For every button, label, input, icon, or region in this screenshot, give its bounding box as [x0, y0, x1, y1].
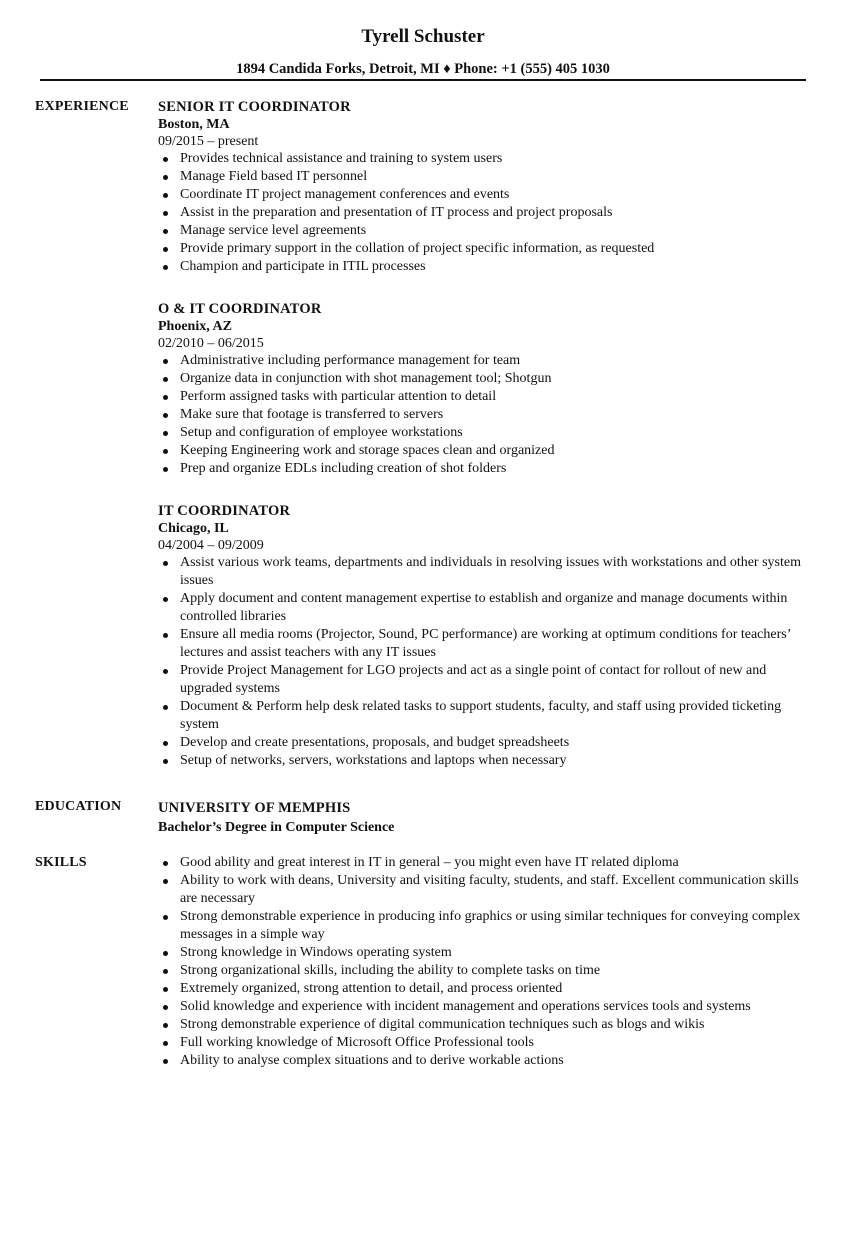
- job-location: Boston, MA: [158, 117, 230, 132]
- bullet-text: Keeping Engineering work and storage spaces clean and organized: [180, 443, 555, 458]
- bullet-text: Setup of networks, servers, workstations and laptops when necessary: [180, 753, 567, 768]
- bullet-item: [158, 460, 808, 478]
- bullet-icon: [163, 915, 168, 920]
- bullet-text: Apply document and content management expertise to establish and organize and manage documents within controlled libraries: [180, 591, 788, 624]
- skill-text: Ability to analyse complex situations and to derive workable actions: [180, 1053, 564, 1068]
- bullet-icon: [163, 741, 168, 746]
- bullet-item: [158, 168, 808, 186]
- bullet-text: Administrative including performance management for team: [180, 353, 521, 368]
- bullet-icon: [163, 175, 168, 180]
- skill-text: Strong demonstrable experience of digital communication techniques such as blogs and wikis: [180, 1017, 705, 1032]
- bullet-item: [158, 388, 808, 406]
- bullet-icon: [163, 431, 168, 436]
- bullet-item: [158, 406, 808, 424]
- bullet-item: [158, 752, 808, 770]
- header-divider: [40, 79, 806, 81]
- bullet-icon: [163, 449, 168, 454]
- skill-item: [158, 908, 808, 944]
- education-body: [158, 798, 808, 837]
- bullet-icon: [163, 413, 168, 418]
- bullet-text: Document & Perform help desk related tasks to support students, faculty, and staff using provided ticketing system: [180, 699, 782, 732]
- skill-item: [158, 962, 808, 980]
- skill-text: Solid knowledge and experience with incident management and operations services tools and systems: [180, 999, 751, 1014]
- job-entry: [158, 502, 808, 770]
- job-title: O & IT COORDINATOR: [158, 301, 322, 317]
- skill-item: [158, 980, 808, 998]
- bullet-item: [158, 442, 808, 460]
- bullet-icon: [163, 759, 168, 764]
- bullet-item: [158, 370, 808, 388]
- bullet-item: [158, 554, 808, 590]
- section-label-education: EDUCATION: [35, 799, 122, 814]
- bullet-item: [158, 150, 808, 168]
- bullet-icon: [163, 633, 168, 638]
- bullet-icon: [163, 193, 168, 198]
- bullet-item: [158, 222, 808, 240]
- candidate-name: Tyrell Schuster: [361, 26, 485, 47]
- job-location: Phoenix, AZ: [158, 319, 232, 334]
- skills-body: [158, 854, 808, 1070]
- section-label-skills: SKILLS: [35, 855, 87, 870]
- bullet-item: [158, 352, 808, 370]
- skill-text: Strong organizational skills, including the ability to complete tasks on time: [180, 963, 601, 978]
- bullet-text: Develop and create presentations, proposals, and budget spreadsheets: [180, 735, 570, 750]
- bullet-icon: [163, 359, 168, 364]
- bullet-icon: [163, 987, 168, 992]
- contact-line: 1894 Candida Forks, Detroit, MI ♦ Phone: +1 (555) 405 1030: [236, 61, 610, 77]
- bullet-text: Assist various work teams, departments and individuals in resolving issues with workstations and other system issues: [180, 555, 801, 588]
- bullet-item: [158, 590, 808, 626]
- bullet-item: [158, 626, 808, 662]
- skill-text: Strong demonstrable experience in producing info graphics or using similar techniques for conveying complex messages in a simple way: [180, 909, 801, 942]
- bullet-text: Manage Field based IT personnel: [180, 169, 368, 184]
- bullet-item: [158, 186, 808, 204]
- bullet-icon: [163, 951, 168, 956]
- bullet-text: Coordinate IT project management conferences and events: [180, 187, 510, 202]
- bullet-text: Manage service level agreements: [180, 223, 367, 238]
- bullet-text: Champion and participate in ITIL processes: [180, 259, 426, 274]
- skills-list: [158, 854, 808, 1070]
- job-entry: [158, 300, 808, 478]
- job-bullet-list: [158, 554, 808, 770]
- bullet-text: Setup and configuration of employee workstations: [180, 425, 463, 440]
- section-label-experience: EXPERIENCE: [35, 99, 129, 114]
- skill-item: [158, 1016, 808, 1034]
- bullet-icon: [163, 1005, 168, 1010]
- bullet-icon: [163, 377, 168, 382]
- bullet-icon: [163, 265, 168, 270]
- bullet-text: Assist in the preparation and presentation of IT process and project proposals: [180, 205, 613, 220]
- bullet-icon: [163, 879, 168, 884]
- bullet-text: Organize data in conjunction with shot management tool; Shotgun: [180, 371, 552, 386]
- skill-text: Full working knowledge of Microsoft Office Professional tools: [180, 1035, 534, 1050]
- bullet-item: [158, 258, 808, 276]
- skill-item: [158, 1052, 808, 1070]
- school-name: UNIVERSITY OF MEMPHIS: [158, 800, 351, 816]
- job-dates: 04/2004 – 09/2009: [158, 538, 264, 553]
- job-dates: 09/2015 – present: [158, 134, 259, 149]
- bullet-icon: [163, 467, 168, 472]
- skill-text: Ability to work with deans, University and visiting faculty, students, and staff. Excellent communication skills are necessary: [180, 873, 799, 906]
- skill-text: Extremely organized, strong attention to detail, and process oriented: [180, 981, 563, 996]
- skill-item: [158, 998, 808, 1016]
- bullet-icon: [163, 395, 168, 400]
- job-location: Chicago, IL: [158, 521, 229, 536]
- bullet-icon: [163, 1023, 168, 1028]
- bullet-text: Provide Project Management for LGO projects and act as a single point of contact for rollout of new and upgraded systems: [180, 663, 767, 696]
- bullet-item: [158, 734, 808, 752]
- job-entry: [158, 98, 808, 276]
- bullet-icon: [163, 969, 168, 974]
- bullet-text: Prep and organize EDLs including creation of shot folders: [180, 461, 507, 476]
- job-bullet-list: [158, 352, 808, 478]
- bullet-item: [158, 424, 808, 442]
- skill-text: Strong knowledge in Windows operating system: [180, 945, 452, 960]
- skill-text: Good ability and great interest in IT in general – you might even have IT related diploma: [180, 855, 679, 870]
- job-title: SENIOR IT COORDINATOR: [158, 99, 351, 115]
- job-title: IT COORDINATOR: [158, 503, 291, 519]
- bullet-text: Perform assigned tasks with particular attention to detail: [180, 389, 497, 404]
- degree-name: Bachelor’s Degree in Computer Science: [158, 820, 395, 835]
- bullet-text: Provide primary support in the collation of project specific information, as requested: [180, 241, 655, 256]
- skill-item: [158, 872, 808, 908]
- bullet-item: [158, 662, 808, 698]
- resume-header: [40, 0, 806, 81]
- bullet-item: [158, 204, 808, 222]
- bullet-icon: [163, 157, 168, 162]
- bullet-icon: [163, 1041, 168, 1046]
- bullet-text: Provides technical assistance and training to system users: [180, 151, 503, 166]
- job-dates: 02/2010 – 06/2015: [158, 336, 264, 351]
- bullet-text: Ensure all media rooms (Projector, Sound, PC performance) are working at optimum conditions for teachers’ lectures and assist teachers with any IT issues: [180, 627, 791, 660]
- bullet-text: Make sure that footage is transferred to servers: [180, 407, 444, 422]
- skill-item: [158, 944, 808, 962]
- bullet-icon: [163, 705, 168, 710]
- bullet-icon: [163, 597, 168, 602]
- bullet-icon: [163, 561, 168, 566]
- bullet-icon: [163, 229, 168, 234]
- bullet-icon: [163, 861, 168, 866]
- bullet-icon: [163, 1059, 168, 1064]
- bullet-item: [158, 240, 808, 258]
- bullet-icon: [163, 669, 168, 674]
- bullet-icon: [163, 247, 168, 252]
- job-bullet-list: [158, 150, 808, 276]
- bullet-item: [158, 698, 808, 734]
- experience-body: [158, 98, 808, 794]
- bullet-icon: [163, 211, 168, 216]
- skill-item: [158, 1034, 808, 1052]
- skill-item: [158, 854, 808, 872]
